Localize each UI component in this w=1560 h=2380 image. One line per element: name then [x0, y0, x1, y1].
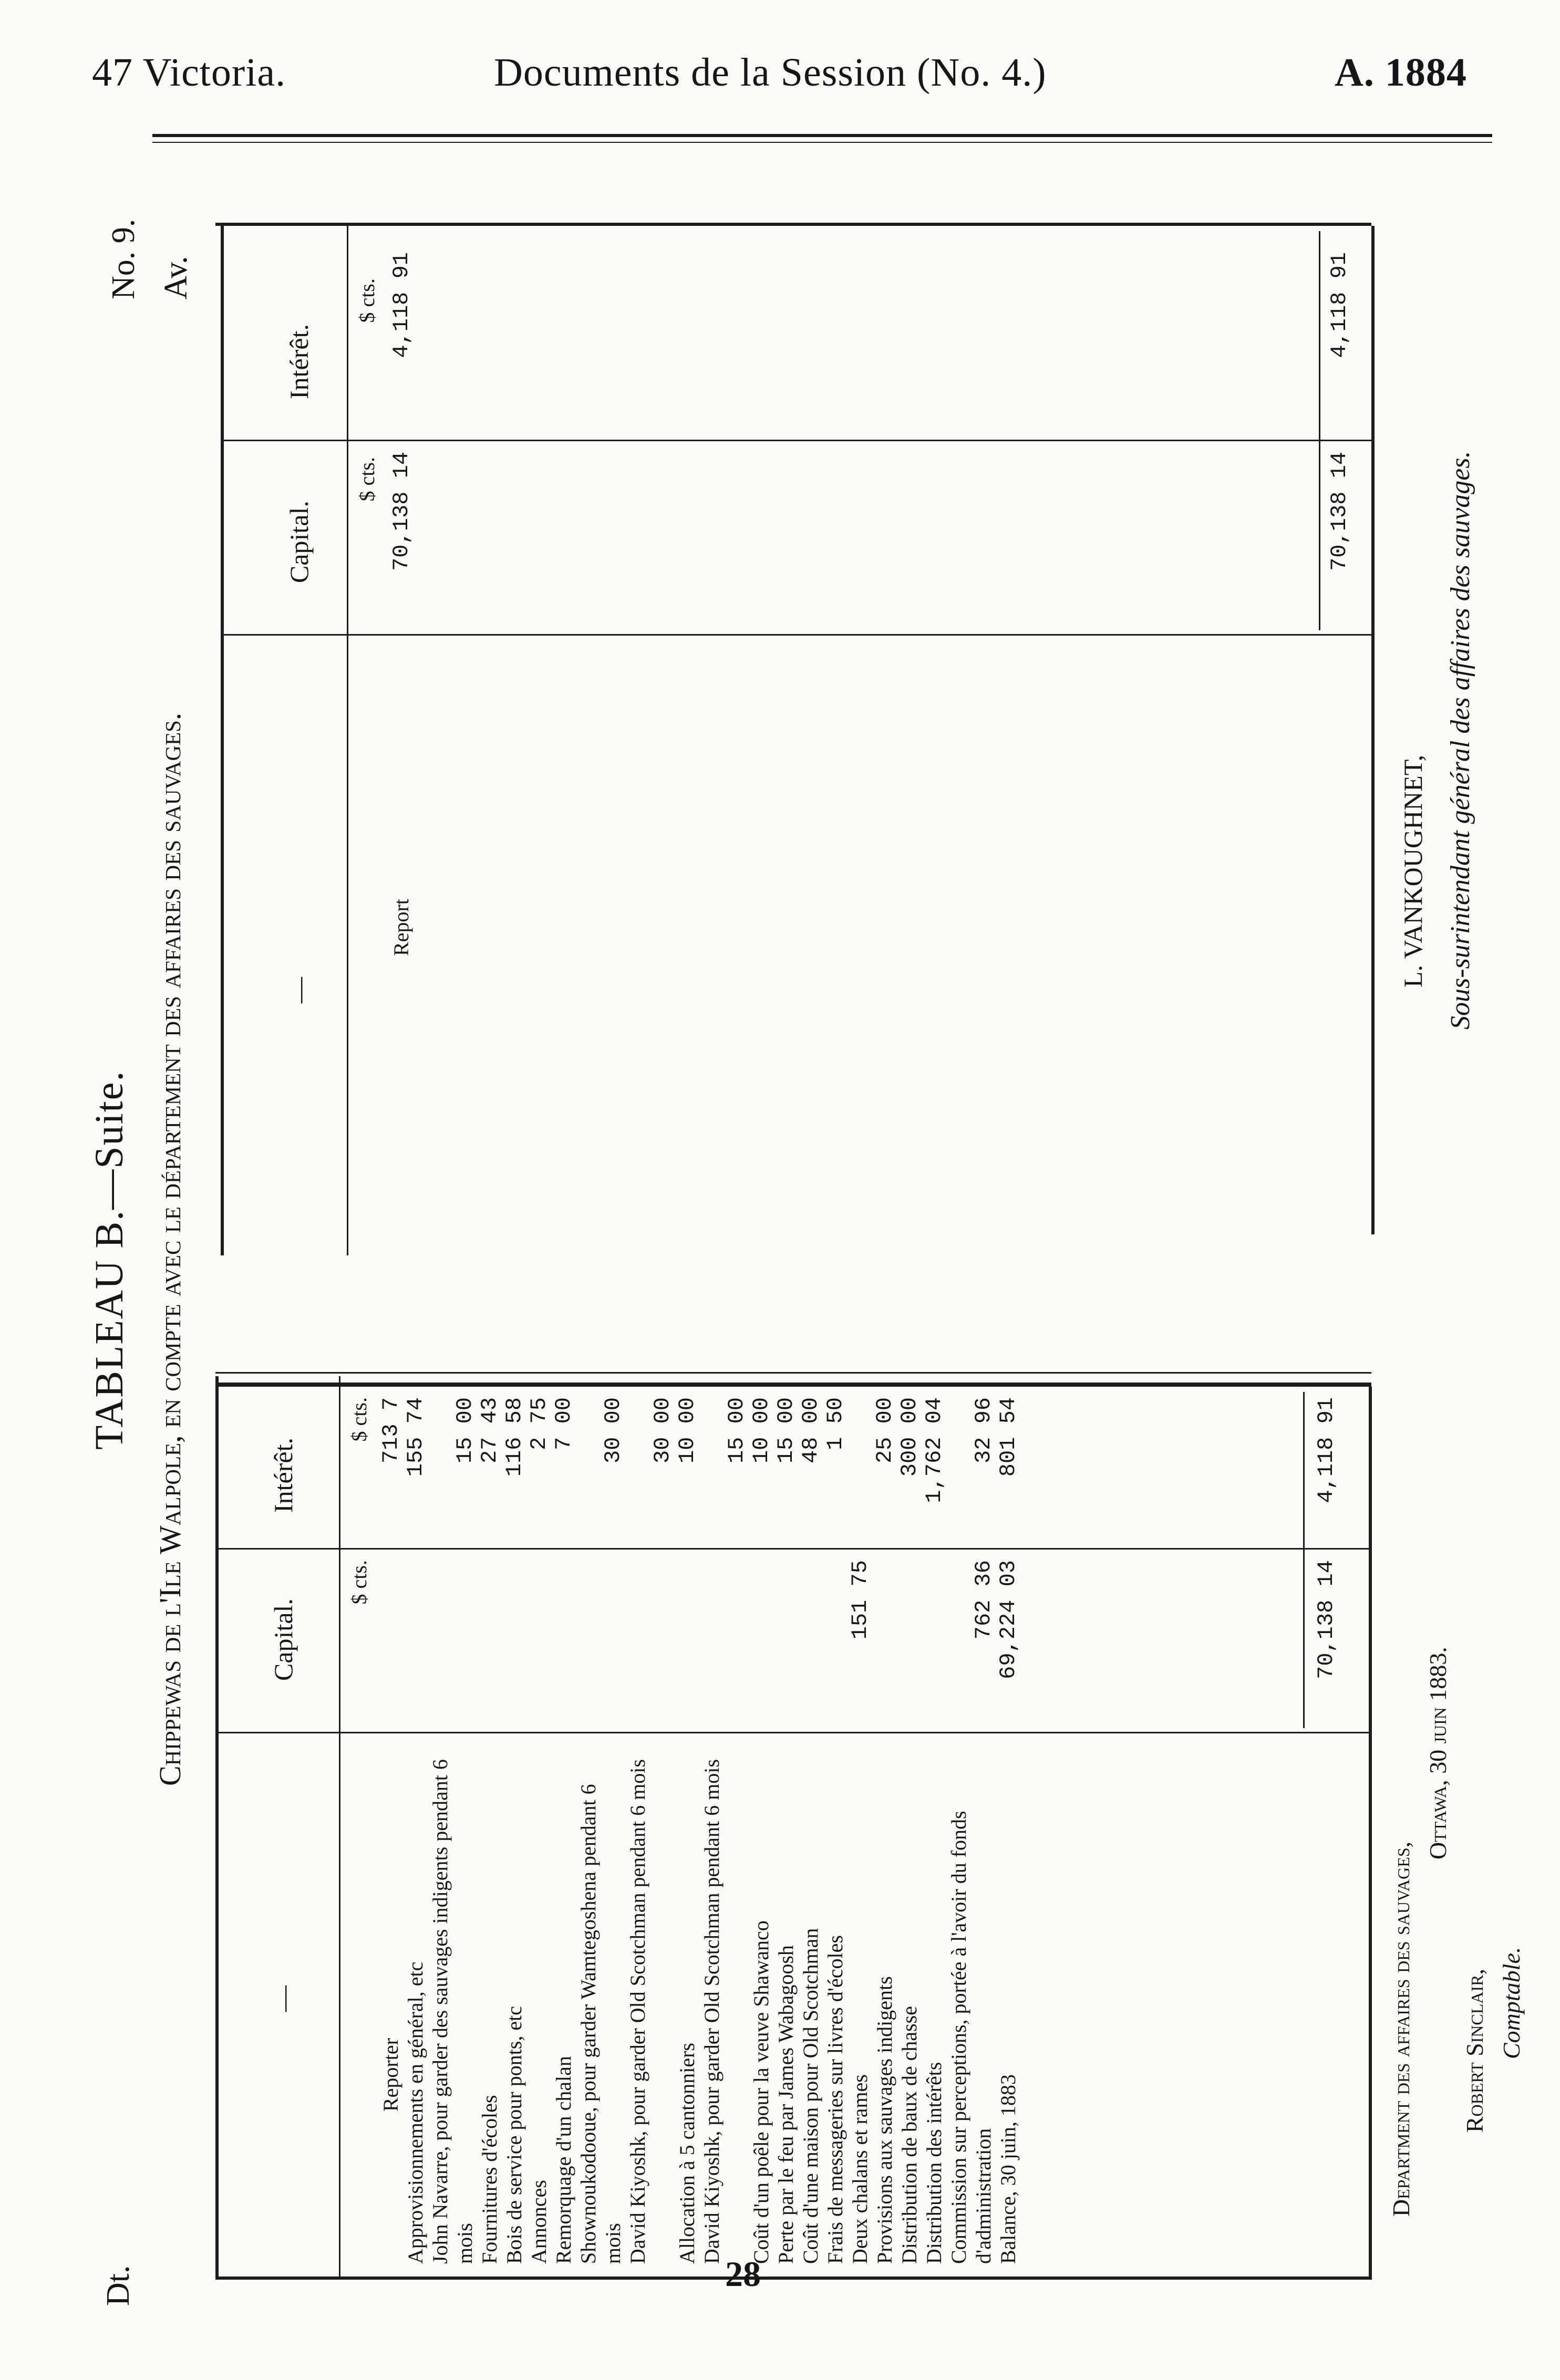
debit-row-label: Balance, 30 juin, 1883 [996, 2074, 1020, 2264]
debit-row-label: Deux chalans et rames [848, 2074, 872, 2264]
credit-row-interet: 4,118 91 [389, 252, 414, 358]
debit-row-interet: 30 00 [650, 1397, 675, 1464]
debit-total-rule [1303, 1392, 1305, 1728]
credit-blank-column-header: — [284, 977, 314, 1003]
debit-row-label: Allocation à 5 cantonniers [675, 2043, 699, 2264]
signature-name: L. VANKOUGHNET, [1398, 754, 1428, 988]
debit-marker: Dt. [100, 2265, 136, 2306]
frame-left [215, 2277, 1371, 2280]
debit-row-interet: 1 50 [823, 1397, 848, 1450]
debit-row-interet: 48 00 [798, 1397, 823, 1464]
debit-row-interet: 713 7 [378, 1397, 404, 1464]
credit-total-rule [1319, 231, 1320, 630]
table-number: No. 9. [106, 219, 141, 299]
page-number: 28 [725, 2254, 761, 2294]
debit-label-divider [215, 1732, 1369, 1733]
debit-row-label: Provisions aux sauvages indigents [873, 1976, 896, 2264]
credit-top-rule [221, 226, 224, 1255]
debit-interet-unit: $ cts. [347, 1397, 371, 1442]
debit-row-interet: 32 96 [971, 1397, 996, 1464]
debit-row-label: Coût d'une maison pour Old Scotchman [799, 1928, 822, 2264]
credit-capital-divider [221, 440, 1371, 441]
running-header-year: A. 1884 [1335, 50, 1467, 95]
debit-row-interet: 2 75 [526, 1397, 552, 1450]
signature-title: Sous-surintendant général des affaires des sauvages. [1445, 451, 1475, 1030]
credit-interet-header: Intérêt. [284, 324, 314, 399]
debit-row-capital: 151 75 [848, 1560, 873, 1640]
debit-row-interet: 300 00 [897, 1397, 922, 1477]
debit-row-label: Reporter [379, 2038, 402, 2112]
debit-row-interet: 15 00 [773, 1397, 799, 1464]
debit-row-interet: 7 00 [551, 1397, 576, 1450]
debit-row-interet: 1,762 04 [922, 1397, 947, 1503]
debit-row-label: Distribution de baux de chasse [897, 2006, 921, 2264]
table-title: TABLEAU B.—Suite. [87, 1070, 131, 1450]
debit-total-capital: 70,138 14 [1314, 1560, 1339, 1679]
debit-capital-unit: $ cts. [347, 1560, 371, 1605]
debit-row-label: Bois de service pour ponts, etc [502, 2006, 526, 2264]
debit-row-interet: 27 43 [477, 1397, 502, 1464]
credit-label-divider [221, 634, 1371, 636]
debit-row-label: Coût d'un poêle pour la veuve Shawanco [749, 1920, 773, 2264]
debit-row-label: David Kiyoshk, pour garder Old Scotchman pendant 6 mois [700, 1759, 724, 2264]
footer-department: Department des affaires des sauvages, [1388, 1841, 1414, 2217]
page-center-divider-2 [215, 1372, 1371, 1374]
debit-row-interet: 15 00 [452, 1397, 478, 1464]
running-header-title: Documents de la Session (No. 4.) [494, 50, 1047, 95]
debit-row-label: Approvisionnements en général, etc [404, 1961, 427, 2264]
debit-total-interet: 4,118 91 [1314, 1397, 1339, 1503]
debit-row-label: Perte par le feu par James Wabagoosh [774, 1945, 798, 2264]
debit-capital-header: Capital. [268, 1598, 298, 1681]
footer-place-date: Ottawa, 30 juin 1883. [1424, 1647, 1451, 1859]
debit-row-interet: 10 00 [675, 1397, 700, 1464]
frame-right [215, 223, 1371, 226]
debit-row-capital: 762 36 [971, 1560, 996, 1640]
debit-top-rule [215, 1376, 219, 2280]
debit-row-label: Annonces [527, 2180, 551, 2264]
footer-accountant: Robert Sinclair, [1461, 1969, 1488, 2133]
debit-interet-header: Intérêt. [268, 1438, 298, 1513]
debit-row-label: Remorquage d'un chalan [552, 2056, 575, 2264]
credit-interet-unit: $ cts. [355, 278, 379, 323]
credit-capital-header: Capital. [284, 501, 314, 583]
debit-row-label: Commission sur perceptions, portée à l'avoir du fonds d'administration [947, 1811, 995, 2264]
debit-row-label: John Navarre, pour garder des sauvages indigents pendant 6 mois [428, 1759, 477, 2264]
credit-row-capital: 70,138 14 [389, 452, 414, 571]
debit-bottom-rule [1369, 1387, 1372, 2280]
debit-row-interet: 10 00 [749, 1397, 774, 1464]
debit-row-capital: 69,224 03 [996, 1560, 1021, 1679]
credit-total-interet: 4,118 91 [1327, 252, 1352, 358]
rotated-table-page [87, 137, 1545, 2332]
debit-row-interet: 801 54 [996, 1397, 1021, 1477]
page-center-divider [215, 1383, 1371, 1387]
debit-column-header-rule [339, 1376, 340, 2280]
credit-column-header-rule [347, 226, 348, 1255]
credit-bottom-rule [1371, 226, 1375, 1234]
debit-row-label: Frais de messageries sur livres d'écoles [823, 1935, 847, 2264]
table-subtitle: Chippewas de l'Ile Walpole, en compte avec le département des affaires des sauvages. [153, 712, 187, 1786]
debit-blank-column-header: — [268, 1986, 298, 2012]
debit-row-interet: 30 00 [601, 1397, 626, 1464]
debit-row-label: Shownoukodooue, pour garder Wamtegoshena pendant 6 mois [576, 1784, 625, 2264]
credit-capital-unit: $ cts. [355, 457, 379, 502]
footer-accountant-title: Comptable. [1498, 1947, 1525, 2059]
debit-row-interet: 15 00 [724, 1397, 749, 1464]
running-header-session: 47 Victoria. [92, 50, 286, 95]
credit-total-capital: 70,138 14 [1327, 452, 1352, 571]
debit-row-label: Fournitures d'écoles [478, 2095, 501, 2264]
debit-row-interet: 25 00 [872, 1397, 897, 1464]
debit-row-interet: 155 74 [403, 1397, 428, 1477]
credit-row-label: Report [389, 899, 413, 956]
debit-capital-divider [215, 1548, 1369, 1550]
debit-row-label: David Kiyoshk, pour garder Old Scotchman pendant 6 mois [626, 1759, 649, 2264]
credit-marker: Av. [158, 256, 194, 299]
debit-row-interet: 116 58 [502, 1397, 527, 1477]
debit-row-label: Distribution des intérêts [922, 2062, 946, 2264]
